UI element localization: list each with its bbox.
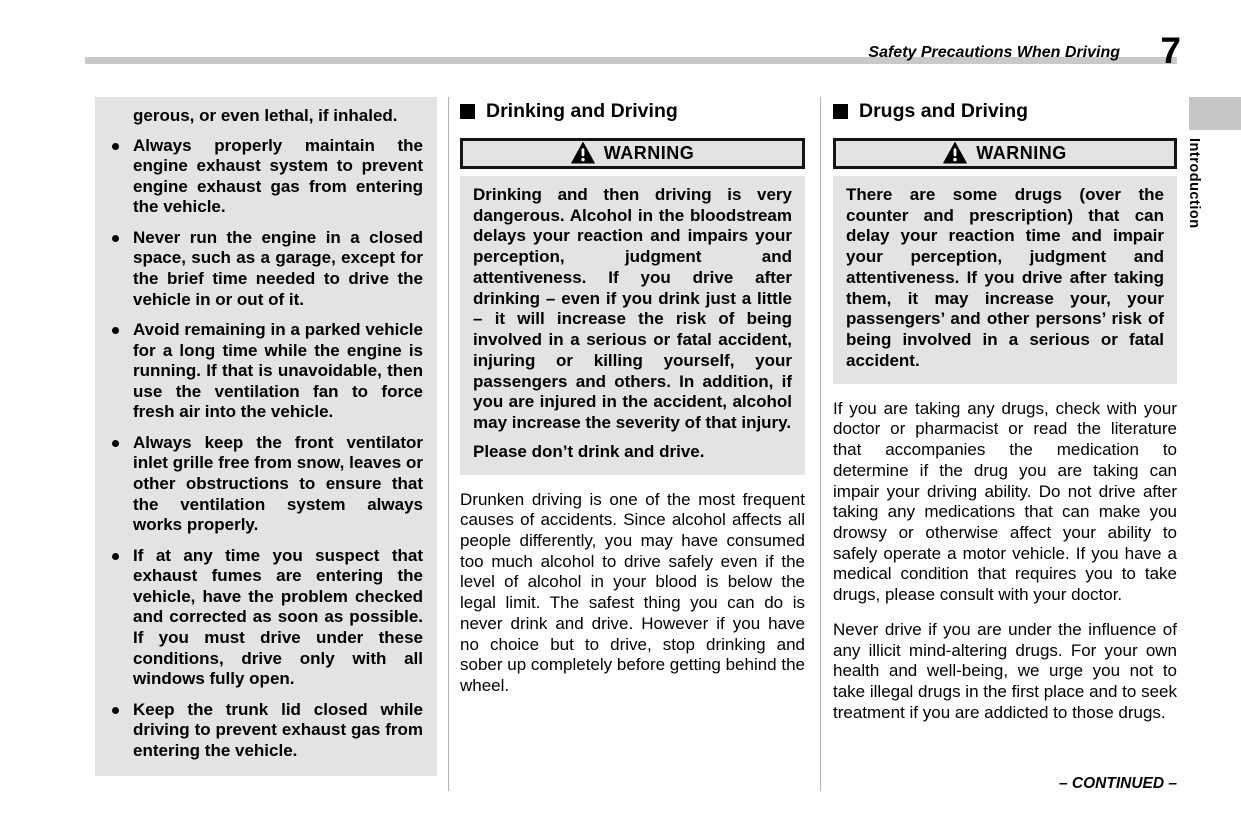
precaution-list <box>109 136 423 762</box>
warning-header <box>460 138 805 169</box>
list-item <box>109 700 423 762</box>
list-item-text: If at any time you suspect that exhaust fumes are entering the vehicle, have the problem checked and corrected as soon as possible. If you must drive under these conditions, drive only with all windows fully open. <box>133 545 423 689</box>
section-body <box>460 490 805 697</box>
list-item-text: Never run the engine in a closed space, such as a garage, except for the brief time needed to drive the vehicle in or out of it. <box>133 227 423 309</box>
list-item <box>109 228 423 310</box>
exhaust-precautions-box <box>95 97 437 776</box>
body-paragraph: If you are taking any drugs, check with your doctor or pharmacist or read the literature that accompanies the medication to determine if the drug you are taking can impair your driving ability. Do not drive after taking any medications that can make you drowsy or otherwise affect your ability to safely operate a motor vehicle. If you have a medical condition that requires you to take drugs, please consult with your doctor. <box>833 398 1177 605</box>
section-heading-drinking <box>460 100 805 123</box>
black-square-icon <box>833 104 848 119</box>
warning-body <box>460 176 805 475</box>
list-item-text: Always properly maintain the engine exhaust system to prevent engine exhaust gas from entering the vehicle. <box>133 135 423 217</box>
list-item-text: Keep the trunk lid closed while driving to prevent exhaust gas from entering the vehicle. <box>133 699 423 760</box>
drugs-and-driving-section <box>833 97 1177 724</box>
warning-label: WARNING <box>976 143 1067 163</box>
bullet-icon <box>112 553 119 560</box>
warning-label: WARNING <box>603 143 695 163</box>
section-heading-text: Drinking and Driving <box>486 100 678 122</box>
warning-paragraph: Drinking and then driving is very dangerous. Alcohol in the bloodstream delays your reaction and impairs your perception, judgment and attentiveness. If you drive after drinking – even if you drink just a little – it will increase the risk of being involved in a serious or fatal accident, injuring or killing yourself, your passengers and others. In addition, if you are injured in the accident, alcohol may increase the severity of that injury. <box>473 185 792 433</box>
list-item <box>109 433 423 536</box>
warning-triangle-icon <box>943 142 967 164</box>
black-square-icon <box>460 104 475 119</box>
warning-body <box>833 176 1177 384</box>
chapter-tab-label: Introduction <box>1186 138 1202 229</box>
list-item <box>109 320 423 423</box>
lead-line: gerous, or even lethal, if inhaled. <box>133 106 398 125</box>
section-heading-drugs <box>833 100 1177 123</box>
list-item-text: Always keep the front ventilator inlet grille free from snow, leaves or other obstructions to ensure that the ventilation system always works properly. <box>133 432 423 535</box>
body-paragraph: Drunken driving is one of the most frequent causes of accidents. Since alcohol affects all people differently, you may have consumed too much alcohol to drive safely even if the level of alcohol in your blood is below the legal limit. The safest thing you can do is never drink and drive. However if you have no choice but to drive, stop drinking and sober up completely before getting behind the wheel. <box>460 489 805 696</box>
warning-paragraph: There are some drugs (over the counter and prescription) that can delay your reaction time and impair your perception, judgment and attentiveness. If you drive after taking them, it may increase your, your passengers’ and other persons’ risk of being involved in a serious or fatal accident. <box>846 185 1164 370</box>
warning-triangle-icon <box>571 142 595 164</box>
warning-header <box>833 138 1177 169</box>
warning-paragraph: Please don’t drink and drive. <box>473 441 705 461</box>
list-item-text: Avoid remaining in a parked vehicle for a long time while the engine is running. If that is unavoidable, then use the ventilation fan to force fresh air into the vehicle. <box>133 320 423 422</box>
column-divider-left <box>448 97 449 791</box>
section-body <box>833 399 1177 724</box>
section-heading-text: Drugs and Driving <box>859 100 1029 122</box>
bullet-icon <box>112 327 119 334</box>
bullet-icon <box>112 143 119 150</box>
continued-label: – CONTINUED – <box>1059 775 1177 792</box>
drinking-and-driving-section <box>460 97 805 697</box>
bullet-icon <box>112 235 119 242</box>
list-item <box>109 546 423 690</box>
header-title: Safety Precautions When Driving <box>868 44 1120 61</box>
bullet-icon <box>112 440 119 447</box>
page-number: 7 <box>1160 30 1181 71</box>
column-divider-right <box>820 97 821 791</box>
chapter-tab <box>1189 97 1241 130</box>
bullet-icon <box>112 707 119 714</box>
list-item <box>109 136 423 218</box>
body-paragraph: Never drive if you are under the influence of any illicit mind-altering drugs. For your own health and well-being, we urge you not to take illegal drugs in the first place and to seek treatment if you are addicted to those drugs. <box>833 619 1177 722</box>
